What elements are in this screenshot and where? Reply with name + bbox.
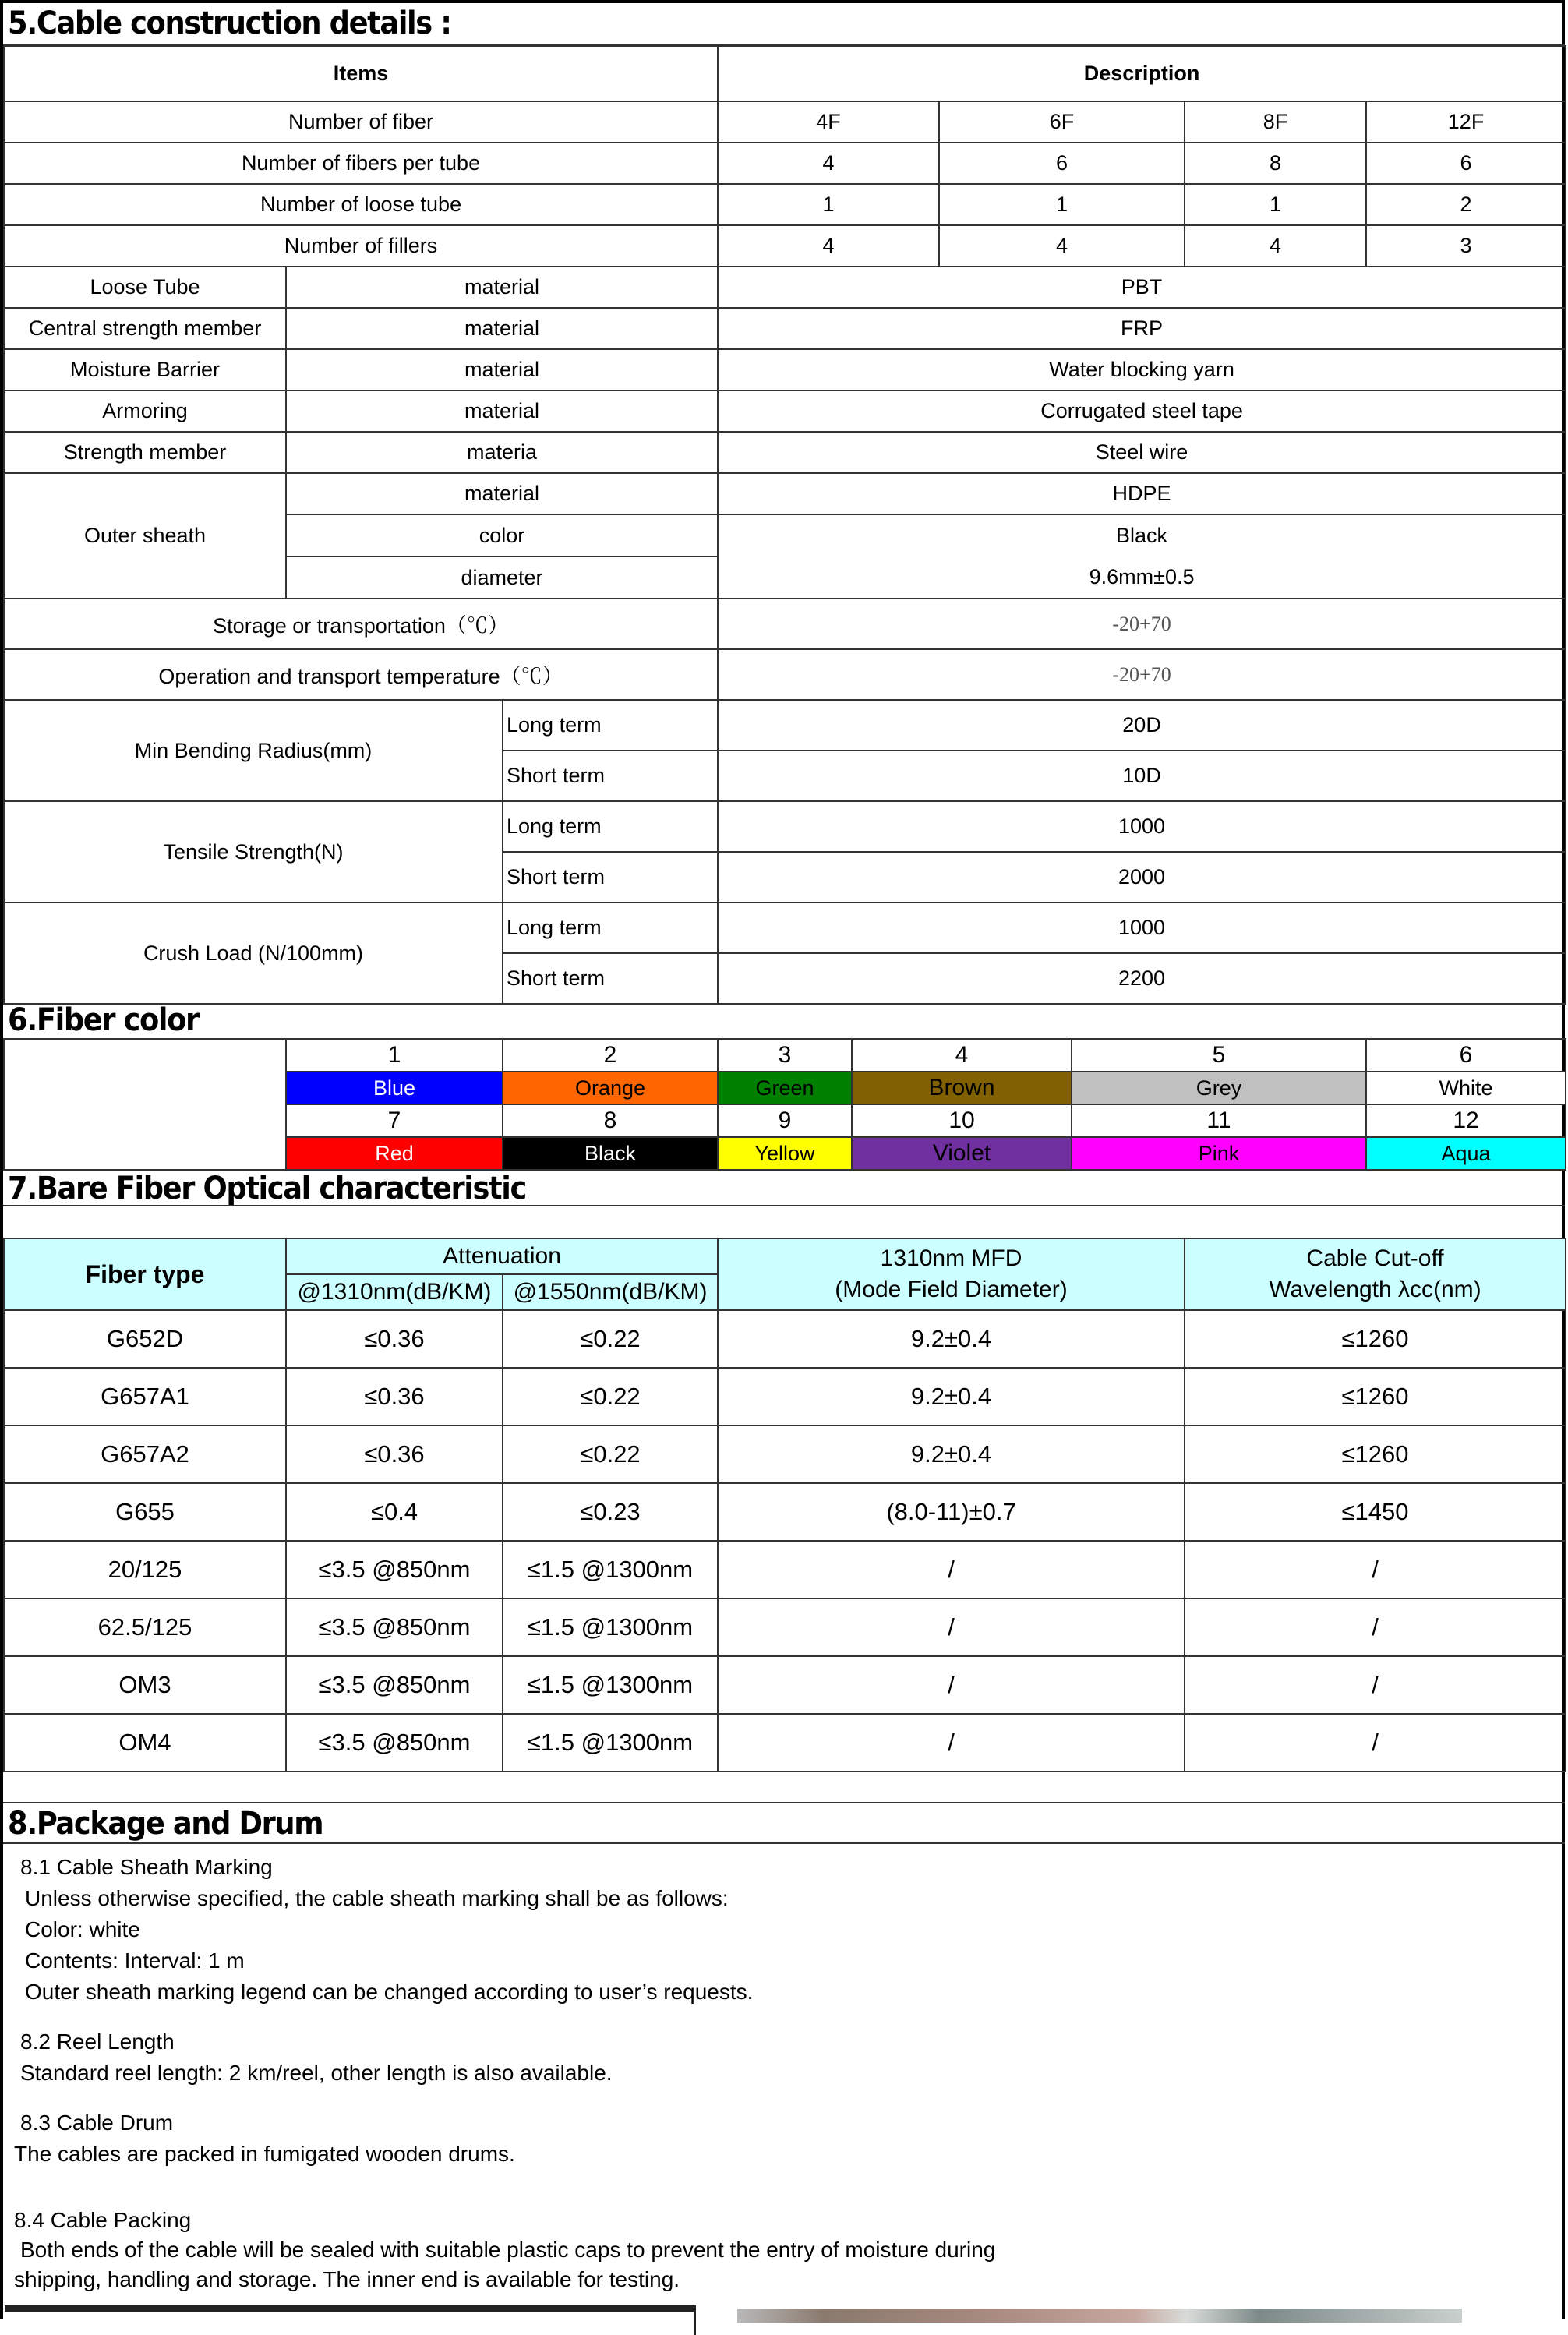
fiber-type-cell: G657A1 xyxy=(4,1368,286,1425)
header-cutoff xyxy=(1185,1238,1566,1310)
fiber-number: 10 xyxy=(852,1104,1072,1137)
property-value: Corrugated steel tape xyxy=(718,390,1566,432)
cell-value: 4 xyxy=(939,225,1185,267)
table-row xyxy=(4,267,1566,308)
fiber-number: 8 xyxy=(503,1104,718,1137)
mfd-cell: / xyxy=(718,1598,1185,1656)
table-row xyxy=(4,432,1566,473)
item-label: Loose Tube xyxy=(4,267,286,308)
fiber-number: 1 xyxy=(286,1039,503,1072)
attenuation-1310-cell: ≤0.36 xyxy=(286,1425,503,1483)
cell-value: 1 xyxy=(939,184,1185,225)
color-swatch-grey: Grey xyxy=(1072,1072,1366,1104)
section-8-title: 8.Package and Drum xyxy=(8,1806,323,1842)
color-swatch-black: Black xyxy=(503,1137,718,1170)
table-row xyxy=(4,801,1566,852)
table-row xyxy=(4,473,1566,514)
optical-characteristic-table xyxy=(3,1238,1566,1772)
fiber-row xyxy=(4,1541,1566,1598)
fiber-row xyxy=(4,1598,1566,1656)
sheath-color-diameter-cell xyxy=(718,514,1566,599)
cell-value: 4 xyxy=(718,225,939,267)
color-swatch-white: White xyxy=(1366,1072,1566,1104)
fiber-row xyxy=(4,1310,1566,1368)
property-value: Water blocking yarn xyxy=(718,349,1566,390)
property-label: material xyxy=(286,308,718,349)
paragraph-line: Unless otherwise specified, the cable sheath marking shall be as follows: xyxy=(25,1886,729,1910)
fiber-type-cell: G657A2 xyxy=(4,1425,286,1483)
mfd-cell: 9.2±0.4 xyxy=(718,1425,1185,1483)
cell-value: 6 xyxy=(1366,143,1566,184)
fiber-number: 7 xyxy=(286,1104,503,1137)
mfd-cell: 9.2±0.4 xyxy=(718,1368,1185,1425)
cutoff-cell: ≤1260 xyxy=(1185,1425,1566,1483)
temperature-value: -20+70 xyxy=(718,649,1566,700)
mfd-cell: / xyxy=(718,1656,1185,1714)
term-value: 10D xyxy=(718,751,1566,801)
mfd-cell: 9.2±0.4 xyxy=(718,1310,1185,1368)
table-row xyxy=(4,649,1566,700)
table-row xyxy=(4,700,1566,751)
paragraph-line: Color: white xyxy=(25,1917,140,1941)
attenuation-1310-cell: ≤0.4 xyxy=(286,1483,503,1541)
property-value: PBT xyxy=(718,267,1566,308)
cutoff-cell: ≤1260 xyxy=(1185,1368,1566,1425)
row-label: Min Bending Radius(mm) xyxy=(4,700,503,801)
term-label: Short term xyxy=(503,852,718,903)
attenuation-1310-cell: ≤3.5 @850nm xyxy=(286,1656,503,1714)
fiber-number: 11 xyxy=(1072,1104,1366,1137)
header-items: Items xyxy=(4,46,718,101)
cutoff-cell: / xyxy=(1185,1656,1566,1714)
property-label: diameter xyxy=(286,556,718,599)
term-label: Long term xyxy=(503,801,718,852)
attenuation-1550-cell: ≤1.5 @1300nm xyxy=(503,1714,718,1772)
term-value: 2000 xyxy=(718,852,1566,903)
subsection-heading: 8.3 Cable Drum xyxy=(20,2111,174,2135)
subsection-heading: 8.2 Reel Length xyxy=(20,2029,175,2054)
section-8-1 xyxy=(20,1852,753,2008)
property-label: color xyxy=(286,514,718,556)
table-row xyxy=(4,599,1566,649)
item-label: Outer sheath xyxy=(4,473,286,599)
color-swatch-violet: Violet xyxy=(852,1137,1072,1170)
property-label: materia xyxy=(286,432,718,473)
cutoff-cell: / xyxy=(1185,1598,1566,1656)
blank-cell xyxy=(4,1039,286,1170)
row-label: Crush Load (N/100mm) xyxy=(4,903,503,1004)
attenuation-1550-cell: ≤0.23 xyxy=(503,1483,718,1541)
section-5-title: 5.Cable construction details : xyxy=(8,5,451,41)
cell-value: 1 xyxy=(1185,184,1366,225)
item-label: Armoring xyxy=(4,390,286,432)
header-attenuation: Attenuation xyxy=(286,1238,718,1274)
color-swatch-red: Red xyxy=(286,1137,503,1170)
attenuation-1550-cell: ≤1.5 @1300nm xyxy=(503,1598,718,1656)
mfd-cell: / xyxy=(718,1714,1185,1772)
header-fiber-type: Fiber type xyxy=(4,1238,286,1310)
header-mfd-line1: 1310nm MFD xyxy=(880,1245,1022,1271)
table-row xyxy=(4,101,1566,143)
attenuation-1310-cell: ≤0.36 xyxy=(286,1368,503,1425)
divider xyxy=(3,1205,1565,1206)
paragraph-line: Contents: Interval: 1 m xyxy=(25,1948,245,1973)
attenuation-1310-cell: ≤3.5 @850nm xyxy=(286,1598,503,1656)
color-swatch-green: Green xyxy=(718,1072,852,1104)
color-swatch-blue: Blue xyxy=(286,1072,503,1104)
fiber-row xyxy=(4,1656,1566,1714)
term-label: Long term xyxy=(503,903,718,953)
fiber-type-cell: OM4 xyxy=(4,1714,286,1772)
cell-value: 6 xyxy=(939,143,1185,184)
divider xyxy=(3,1802,1565,1803)
fiber-row xyxy=(4,1368,1566,1425)
fiber-row xyxy=(4,1483,1566,1541)
fiber-rows xyxy=(4,1310,1566,1772)
item-label: Moisture Barrier xyxy=(4,349,286,390)
header-cutoff-line2: Wavelength λcc(nm) xyxy=(1269,1277,1481,1302)
term-value: 2200 xyxy=(718,953,1566,1004)
fiber-type-cell: G655 xyxy=(4,1483,286,1541)
fiber-number: 4 xyxy=(852,1039,1072,1072)
header-mfd xyxy=(718,1238,1185,1310)
fiber-number: 2 xyxy=(503,1039,718,1072)
section-7-title: 7.Bare Fiber Optical characteristic xyxy=(8,1171,526,1206)
color-swatch-yellow: Yellow xyxy=(718,1137,852,1170)
subsection-heading: 8.1 Cable Sheath Marking xyxy=(20,1855,273,1879)
fiber-number: 6 xyxy=(1366,1039,1566,1072)
property-value: HDPE xyxy=(718,473,1566,514)
paragraph-line: The cables are packed in fumigated wooden drums. xyxy=(14,2142,515,2166)
paragraph-line: shipping, handling and storage. The inner end is available for testing. xyxy=(14,2267,680,2291)
color-swatch-orange: Orange xyxy=(503,1072,718,1104)
attenuation-1550-cell: ≤0.22 xyxy=(503,1368,718,1425)
fiber-count-4f: 4F xyxy=(718,101,939,143)
attenuation-1550-cell: ≤0.22 xyxy=(503,1310,718,1368)
mfd-cell: (8.0-11)±0.7 xyxy=(718,1483,1185,1541)
attenuation-1310-cell: ≤3.5 @850nm xyxy=(286,1714,503,1772)
fiber-row xyxy=(4,1714,1566,1772)
attenuation-1550-cell: ≤1.5 @1300nm xyxy=(503,1541,718,1598)
attenuation-1550-cell: ≤1.5 @1300nm xyxy=(503,1656,718,1714)
cutoff-cell: ≤1260 xyxy=(1185,1310,1566,1368)
color-swatch-aqua: Aqua xyxy=(1366,1137,1566,1170)
mfd-cell: / xyxy=(718,1541,1185,1598)
table-row xyxy=(4,184,1566,225)
cell-value: 2 xyxy=(1366,184,1566,225)
header-mfd-line2: (Mode Field Diameter) xyxy=(835,1277,1068,1302)
property-value: Steel wire xyxy=(718,432,1566,473)
term-value: 20D xyxy=(718,700,1566,751)
property-value: Black xyxy=(1116,524,1168,547)
temperature-value: -20+70 xyxy=(718,599,1566,649)
section-8-3 xyxy=(20,2107,173,2139)
item-label: Strength member xyxy=(4,432,286,473)
section-6-title: 6.Fiber color xyxy=(8,1002,199,1038)
table-row xyxy=(4,308,1566,349)
property-label: material xyxy=(286,267,718,308)
fiber-type-cell: 62.5/125 xyxy=(4,1598,286,1656)
cable-construction-table xyxy=(3,45,1566,1005)
drum-diagram-frame xyxy=(5,2305,696,2335)
drum-photo xyxy=(737,2309,1462,2323)
table-row xyxy=(4,225,1566,267)
item-label: Central strength member xyxy=(4,308,286,349)
table-row xyxy=(4,390,1566,432)
fiber-count-8f: 8F xyxy=(1185,101,1366,143)
fiber-color-table xyxy=(3,1038,1566,1171)
property-label: material xyxy=(286,349,718,390)
fiber-count-12f: 12F xyxy=(1366,101,1566,143)
fiber-number: 9 xyxy=(718,1104,852,1137)
fiber-type-cell: 20/125 xyxy=(4,1541,286,1598)
row-label: Tensile Strength(N) xyxy=(4,801,503,903)
cell-value: 1 xyxy=(718,184,939,225)
table-row xyxy=(4,903,1566,953)
term-label: Short term xyxy=(503,953,718,1004)
fiber-number: 12 xyxy=(1366,1104,1566,1137)
paragraph-line: Both ends of the cable will be sealed with suitable plastic caps to prevent the entry of moisture during xyxy=(20,2238,996,2262)
paragraph-line: Outer sheath marking legend can be changed according to user’s requests. xyxy=(25,1980,754,2004)
header-att-1310: @1310nm(dB/KM) xyxy=(286,1274,503,1310)
property-value: FRP xyxy=(718,308,1566,349)
property-label: material xyxy=(286,473,718,514)
property-label: material xyxy=(286,390,718,432)
attenuation-1550-cell: ≤0.22 xyxy=(503,1425,718,1483)
fiber-number: 3 xyxy=(718,1039,852,1072)
row-label: Operation and transport temperature（℃） xyxy=(4,649,718,700)
section-8-2 xyxy=(20,2026,613,2089)
section-8-4 xyxy=(14,2206,995,2294)
section-8-3-body xyxy=(14,2139,515,2170)
row-label: Number of fiber xyxy=(4,101,718,143)
term-label: Short term xyxy=(503,751,718,801)
fiber-number: 5 xyxy=(1072,1039,1366,1072)
term-value: 1000 xyxy=(718,903,1566,953)
table-row xyxy=(4,143,1566,184)
attenuation-1310-cell: ≤3.5 @850nm xyxy=(286,1541,503,1598)
subsection-heading: 8.4 Cable Packing xyxy=(14,2208,192,2232)
property-value: 9.6mm±0.5 xyxy=(1089,565,1195,588)
row-label: Number of loose tube xyxy=(4,184,718,225)
term-value: 1000 xyxy=(718,801,1566,852)
term-label: Long term xyxy=(503,700,718,751)
header-cutoff-line1: Cable Cut-off xyxy=(1306,1245,1444,1271)
cutoff-cell: ≤1450 xyxy=(1185,1483,1566,1541)
row-label: Number of fibers per tube xyxy=(4,143,718,184)
divider xyxy=(3,1842,1565,1844)
cell-value: 4 xyxy=(718,143,939,184)
attenuation-1310-cell: ≤0.36 xyxy=(286,1310,503,1368)
cell-value: 8 xyxy=(1185,143,1366,184)
fiber-type-cell: G652D xyxy=(4,1310,286,1368)
row-label: Storage or transportation（℃） xyxy=(4,599,718,649)
cell-value: 3 xyxy=(1366,225,1566,267)
cutoff-cell: / xyxy=(1185,1541,1566,1598)
table-row xyxy=(4,349,1566,390)
row-label: Number of fillers xyxy=(4,225,718,267)
header-att-1550: @1550nm(dB/KM) xyxy=(503,1274,718,1310)
fiber-count-6f: 6F xyxy=(939,101,1185,143)
fiber-type-cell: OM3 xyxy=(4,1656,286,1714)
color-swatch-brown: Brown xyxy=(852,1072,1072,1104)
color-swatch-pink: Pink xyxy=(1072,1137,1366,1170)
fiber-row xyxy=(4,1425,1566,1483)
paragraph-line: Standard reel length: 2 km/reel, other length is also available. xyxy=(20,2061,613,2085)
cell-value: 4 xyxy=(1185,225,1366,267)
header-description: Description xyxy=(718,46,1566,101)
cutoff-cell: / xyxy=(1185,1714,1566,1772)
